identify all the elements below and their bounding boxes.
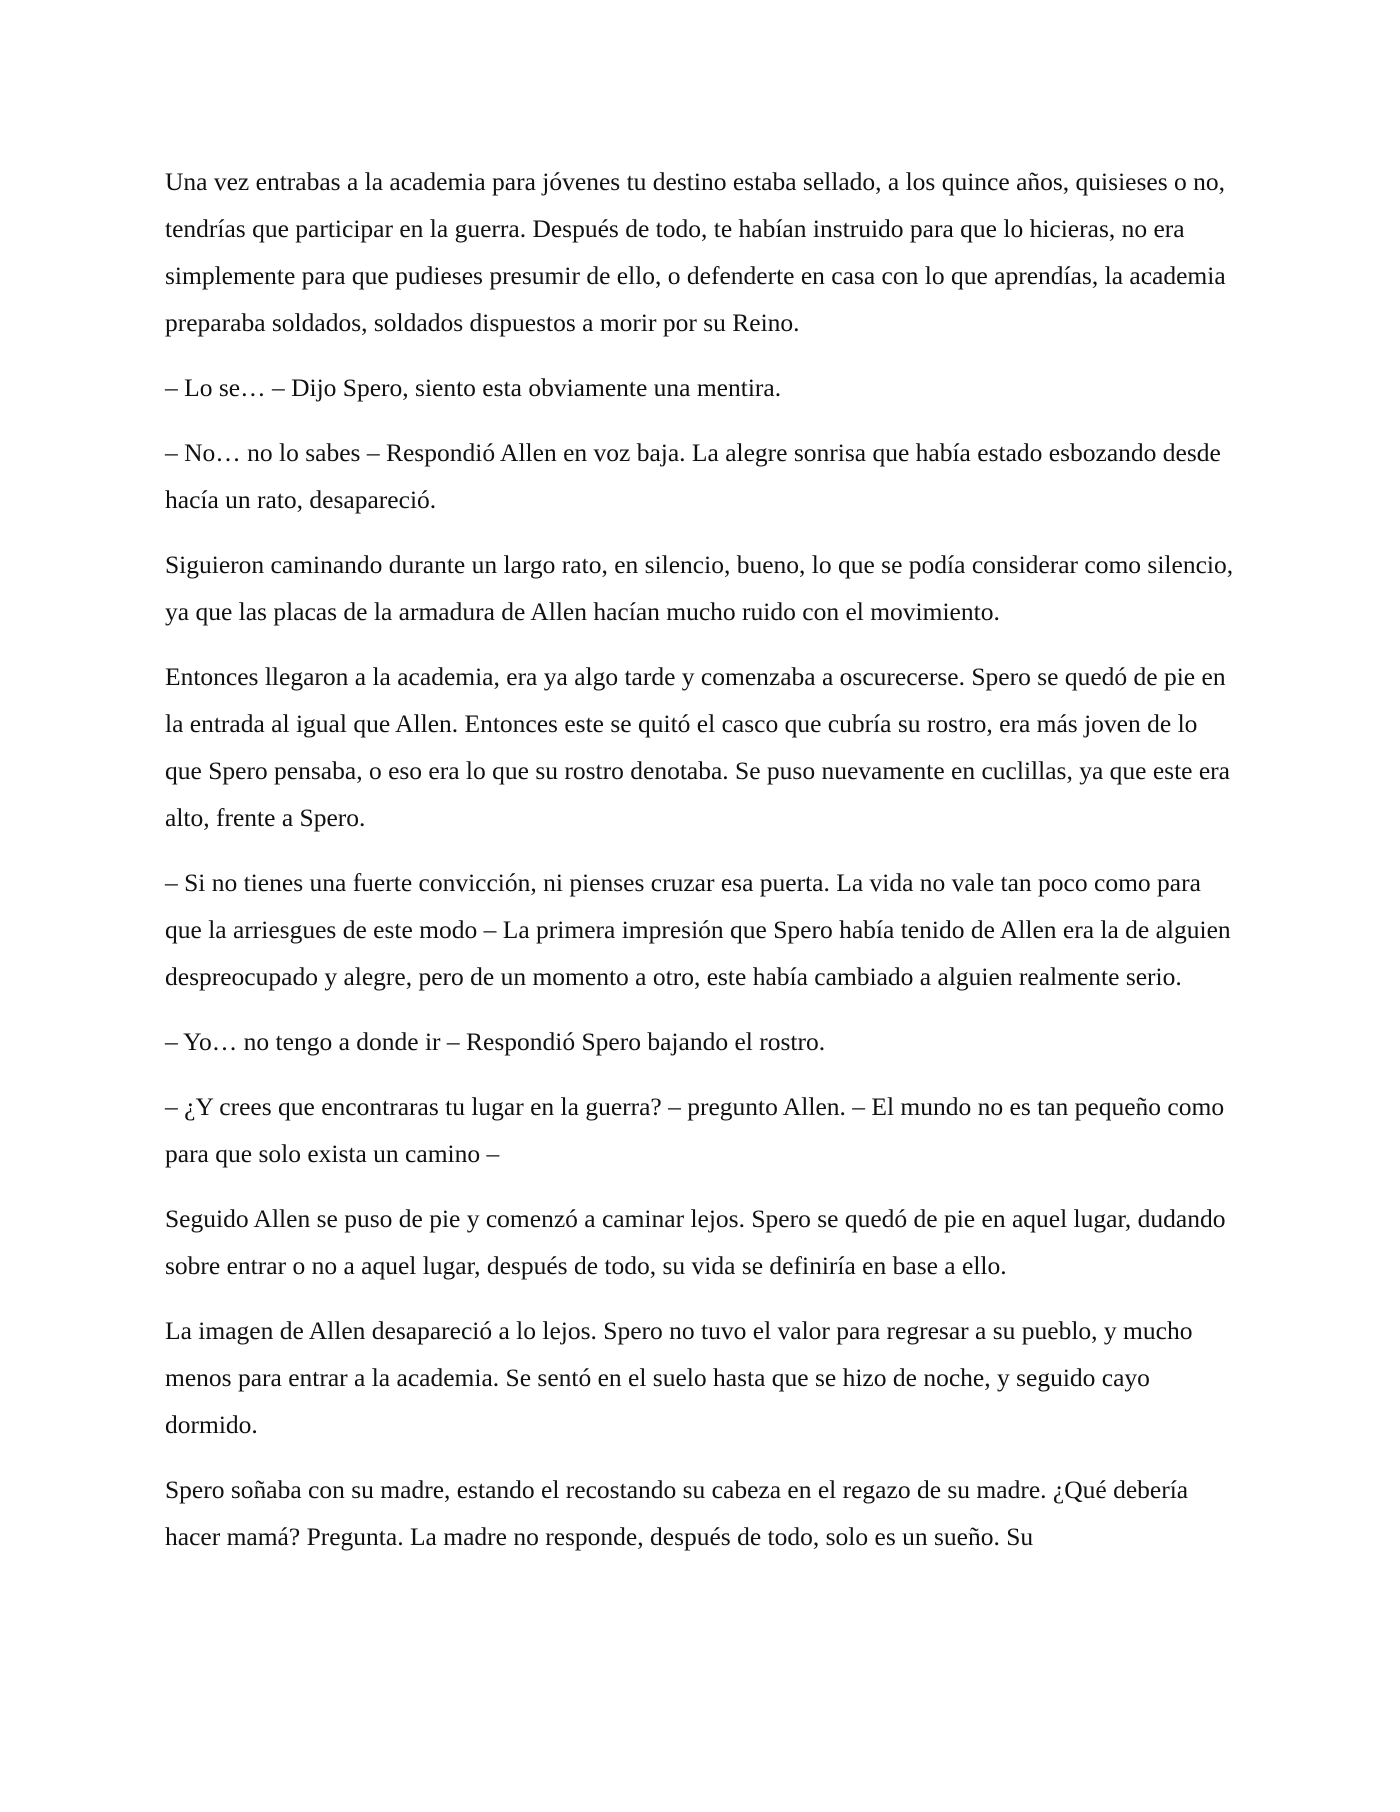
paragraph-7: – Yo… no tengo a donde ir – Respondió Spero bajando el rostro. bbox=[165, 1027, 826, 1056]
paragraph-8: – ¿Y crees que encontraras tu lugar en la guerra? – pregunto Allen. – El mundo no es tan pequeño como para que solo exista un camino – bbox=[165, 1092, 1225, 1168]
paragraph-1: Una vez entrabas a la academia para jóvenes tu destino estaba sellado, a los quince años, quisieses o no, tendrías que participar en la guerra. Después de todo, te habían instruido para que lo hicieras, no era simplemente para que pudieses presumir de ello, o defenderte en casa con lo que aprendías, la academia preparaba soldados, soldados dispuestos a morir por su Reino. bbox=[165, 167, 1226, 337]
paragraph-9: Seguido Allen se puso de pie y comenzó a caminar lejos. Spero se quedó de pie en aquel lugar, dudando sobre entrar o no a aquel lugar, después de todo, su vida se definiría en base a ello. bbox=[165, 1204, 1226, 1280]
paragraph-4: Siguieron caminando durante un largo rato, en silencio, bueno, lo que se podía considerar como silencio, ya que las placas de la armadura de Allen hacían mucho ruido con el movimiento. bbox=[165, 550, 1234, 626]
paragraph-5: Entonces llegaron a la academia, era ya algo tarde y comenzaba a oscurecerse. Spero se quedó de pie en la entrada al igual que Allen. Entonces este se quitó el casco que cubría su rostro, era más joven de lo que Spero pensaba, o eso era lo que su rostro denotaba. Se puso nuevamente en cuclillas, ya que este era alto, frente a Spero. bbox=[165, 662, 1230, 832]
paragraph-11: Spero soñaba con su madre, estando el recostando su cabeza en el regazo de su madre. ¿Qué debería hacer mamá? Pregunta. La madre no responde, después de todo, solo es un sueño. Su bbox=[165, 1475, 1189, 1551]
paragraph-10: La imagen de Allen desapareció a lo lejos. Spero no tuvo el valor para regresar a su pueblo, y mucho menos para entrar a la academia. Se sentó en el suelo hasta que se hizo de noche, y seguido cayo dormido. bbox=[165, 1316, 1193, 1439]
paragraph-2: – Lo se… – Dijo Spero, siento esta obviamente una mentira. bbox=[165, 373, 782, 402]
paragraph-6: – Si no tienes una fuerte convicción, ni pienses cruzar esa puerta. La vida no vale tan poco como para que la arriesgues de este modo – La primera impresión que Spero había tenido de Allen era la de alguien despreocupado y alegre, pero de un momento a otro, este había cambiado a alguien realmente serio. bbox=[165, 868, 1231, 991]
paragraph-3: – No… no lo sabes – Respondió Allen en voz baja. La alegre sonrisa que había estado esbozando desde hacía un rato, desapareció. bbox=[165, 438, 1221, 514]
